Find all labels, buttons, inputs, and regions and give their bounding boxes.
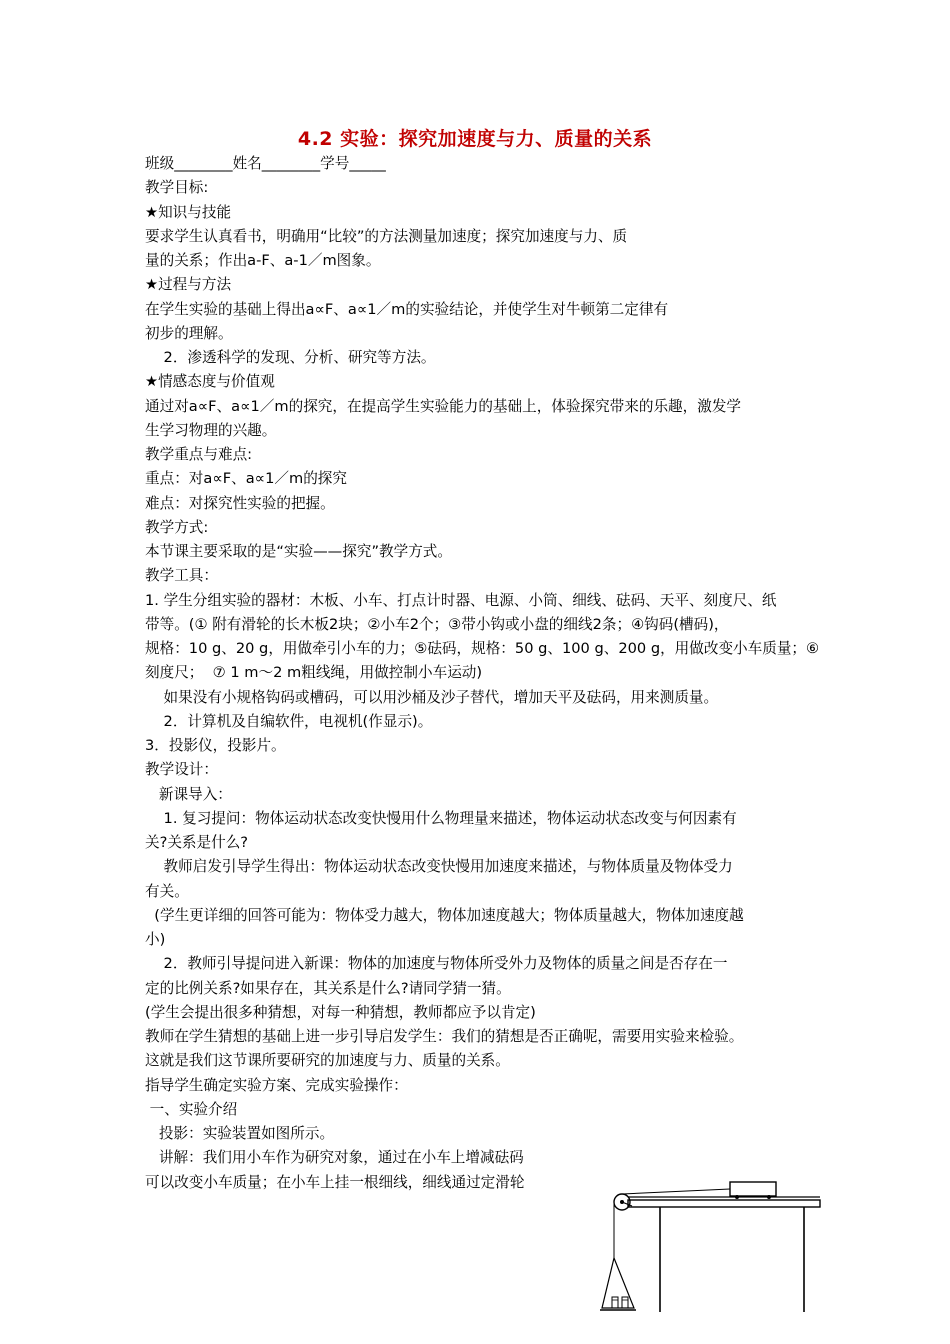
text-line: 生学习物理的兴趣。 <box>145 421 277 439</box>
text-line: 小) <box>145 931 166 948</box>
text-line: 一、实验介绍 <box>145 1100 238 1118</box>
text-line: 2．渗透科学的发现、分析、研究等方法。 <box>145 349 436 366</box>
cart <box>730 1182 776 1196</box>
text-line: 可以改变小车质量；在小车上挂一根细线，细线通过定滑轮 <box>145 1173 525 1191</box>
text-line: 定的比例关系?如果存在，其关系是什么?请同学猜一猜。 <box>145 979 511 997</box>
text-line: 初步的理解。 <box>145 324 233 342</box>
text-line: 教学方式: <box>145 518 209 536</box>
text-line: ★情感态度与价值观 <box>145 373 275 391</box>
text-line: 班级________姓名________学号_____ <box>145 155 386 172</box>
text-line: 投影：实验装置如图所示。 <box>145 1125 335 1142</box>
text-line: 教师在学生猜想的基础上进一步引导启发学生：我们的猜想是否正确呢，需要用实验来检验。 <box>145 1028 744 1045</box>
text-line: 教学重点与难点: <box>145 446 253 463</box>
text-line: 重点：对a∝F、a∝1／m的探究 <box>145 470 347 488</box>
string <box>622 1189 730 1194</box>
text-line: 2．教师引导提问进入新课：物体的加速度与物体所受外力及物体的质量之间是否存在一 <box>145 955 728 973</box>
text-line: 教师启发引导学生得出：物体运动状态改变快慢用加速度来描述，与物体质量及物体受力 <box>145 858 733 876</box>
text-line: 要求学生认真看书，明确用“比较”的方法测量加速度；探究加速度与力、质 <box>145 227 628 245</box>
text-line: 新课导入： <box>145 785 232 803</box>
text-line: ★过程与方法 <box>145 276 232 294</box>
text-line: 规格：10 g、20 g，用做牵引小车的力；⑤砝码，规格：50 g、100 g、200 g，用做改变小车质量；⑥ <box>145 640 820 657</box>
experiment-apparatus-figure <box>600 1160 825 1320</box>
text-line: ★知识与技能 <box>145 203 232 221</box>
text-line: 2．计算机及自编软件，电视机(作显示)。 <box>145 712 433 730</box>
text-line: 刻度尺； ⑦ 1 m～2 m粗线绳，用做控制小车运动) <box>145 664 483 682</box>
text-line: 讲解：我们用小车作为研究对象，通过在小车上增减砝码 <box>145 1149 524 1167</box>
text-line: 1. 学生分组实验的器材：木板、小车、打点计时器、电源、小筒、细线、砝码、天平、刻度尺、纸 <box>145 591 777 609</box>
text-line: 在学生实验的基础上得出a∝F、a∝1／m的实验结论，并使学生对牛顿第二定律有 <box>145 300 669 318</box>
text-line: 有关。 <box>145 882 189 900</box>
weight <box>622 1297 628 1308</box>
document-body <box>145 152 820 1195</box>
weight <box>612 1297 618 1308</box>
text-line: 教学工具： <box>145 567 218 585</box>
text-line: 如果没有小规格钩码或槽码，可以用沙桶及沙子替代，增加天平及砝码，用来测质量。 <box>145 688 719 706</box>
text-line: 通过对a∝F、a∝1／m的探究，在提高学生实验能力的基础上，体验探究带来的乐趣，激发学 <box>145 397 742 415</box>
text-line: 教学设计： <box>145 761 218 779</box>
text-line: 关?关系是什么? <box>145 834 249 851</box>
text-line: (学生更详细的回答可能为：物体受力越大，物体加速度越大；物体质量越大，物体加速度越 <box>145 906 744 924</box>
text-line: (学生会提出很多种猜想，对每一种猜想，教师都应予以肯定) <box>145 1003 536 1021</box>
text-line: 带等。(① 附有滑轮的长木板2块；②小车2个；③带小钩或小盘的细线2条；④钩码(槽码)， <box>145 615 729 633</box>
text-line: 1. 复习提问：物体运动状态改变快慢用什么物理量来描述，物体运动状态改变与何因素有 <box>145 809 737 827</box>
text-line: 量的关系；作出a-F、a-1／m图象。 <box>145 252 381 269</box>
text-line: 指导学生确定实验方案、完成实验操作： <box>145 1076 408 1094</box>
text-line: 难点：对探究性实验的把握。 <box>145 494 335 512</box>
text-line: 教学目标: <box>145 179 209 197</box>
text-line: 这就是我们这节课所要研究的加速度与力、质量的关系。 <box>145 1052 510 1070</box>
text-line: 3．投影仪，投影片。 <box>145 737 286 754</box>
table-top <box>628 1200 820 1207</box>
page-title: 4.2 实验：探究加速度与力、质量的关系 <box>297 128 653 150</box>
text-line: 本节课主要采取的是“实验——探究”教学方式。 <box>145 543 452 560</box>
